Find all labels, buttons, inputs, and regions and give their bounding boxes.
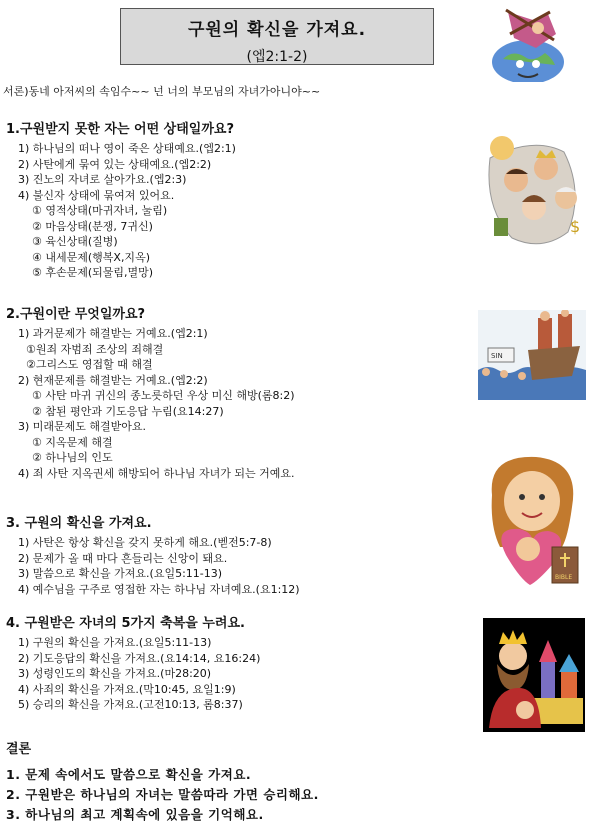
- list-item: 4) 사죄의 확신을 가져요.(막10:45, 요일1:9): [18, 682, 236, 696]
- section-4-heading: 4. 구원받은 자녀의 5가지 축복을 누려요.: [6, 616, 245, 631]
- list-item: 1) 하나님의 떠나 영이 죽은 상태예요.(엡2:1): [18, 142, 236, 155]
- list-subitem: ② 마음상태(분쟁, 7귀신): [32, 219, 153, 233]
- list-item: 2) 사탄에게 묶여 있는 상태예요.(엡2:2): [18, 157, 212, 171]
- list-item: 1) 사탄은 항상 확신을 갖지 못하게 해요.(벧전5:7-8): [18, 536, 272, 549]
- list-subitem: ① 지옥문제 해결: [32, 435, 113, 449]
- list-subitem: ②그리스도 영접할 때 해결: [26, 358, 153, 371]
- intro-text: 서론)동네 아저씨의 속임수~~ 넌 너의 부모님의 자녀가아니야~~: [3, 85, 321, 98]
- girl-heart-bible-illustration: [478, 455, 588, 590]
- list-item: 3) 성령인도의 확신을 가져요.(마28:20): [18, 667, 212, 680]
- list-subitem: ② 참된 평안과 기도응답 누림(요14:27): [32, 404, 224, 418]
- list-item: 1) 구원의 확신을 가져요.(요일5:11-13): [18, 636, 212, 649]
- list-item: 2) 기도응답의 확신을 가져요.(요14:14, 요16:24): [18, 651, 261, 665]
- list-subitem: ③ 육신상태(질병): [32, 235, 118, 248]
- king-castle-illustration: [483, 618, 585, 732]
- people-group-illustration: [482, 128, 584, 246]
- list-item: 4) 죄 사탄 지옥권세 해방되어 하나님 자녀가 되는 거예요.: [18, 466, 295, 480]
- list-item: 5) 승리의 확신을 가져요.(고전10:13, 롬8:37): [18, 698, 243, 711]
- page-title: 구원의 확신을 가져요.: [187, 20, 367, 40]
- book-label: BIBLE: [555, 574, 573, 581]
- list-subitem: ① 영적상태(마귀자녀, 눌림): [32, 204, 168, 217]
- list-item: 3) 진노의 자녀로 살아가요.(엡2:3): [18, 173, 187, 186]
- conclusion-item: 1. 문제 속에서도 말씀으로 확신을 가져요.: [6, 767, 252, 782]
- list-subitem: ①원죄 자범죄 조상의 죄해결: [26, 342, 164, 356]
- conclusion: [6, 738, 319, 825]
- section-4: [6, 612, 260, 713]
- title-box: [120, 8, 434, 65]
- list-subitem: ④ 내세문제(행복X,지옥): [32, 250, 150, 264]
- conclusion-heading: 결론: [6, 742, 32, 757]
- list-item: 4) 불신자 상태에 묶여져 있어요.: [18, 188, 175, 202]
- conclusion-item: 3. 하나님의 최고 계획속에 있음을 기억해요.: [6, 807, 264, 822]
- page-subtitle: (엡2:1-2): [246, 49, 308, 65]
- section-3: [6, 512, 300, 597]
- section-2: [6, 303, 295, 481]
- list-item: 2) 현재문제를 해결받는 거예요.(엡2:2): [18, 373, 208, 387]
- list-subitem: ① 사탄 마귀 귀신의 종노릇하던 우상 미신 해방(롬8:2): [32, 389, 295, 402]
- list-item: 3) 말씀으로 확신을 가져요.(요일5:11-13): [18, 567, 223, 580]
- section-3-heading: 3. 구원의 확신을 가져요.: [6, 516, 152, 531]
- conclusion-item: 2. 구원받은 하나님의 자녀는 말씀따라 가면 승리해요.: [6, 787, 319, 802]
- list-item: 1) 과거문제가 해결받는 거예요.(엡2:1): [18, 327, 208, 340]
- bound-figure-globe-illustration: [478, 4, 573, 82]
- rescue-boat-illustration: [478, 310, 586, 400]
- list-item: 4) 예수님을 구주로 영접한 자는 하나님 자녀예요.(요1:12): [18, 582, 300, 596]
- list-item: 3) 미래문제도 해결받아요.: [18, 420, 147, 433]
- section-2-heading: 2.구원이란 무엇일까요?: [6, 307, 146, 322]
- list-item: 2) 문제가 올 때 마다 흔들리는 신앙이 돼요.: [18, 551, 228, 565]
- list-subitem: ② 하나님의 인도: [32, 451, 113, 464]
- section-1: [6, 118, 236, 281]
- list-subitem: ⑤ 후손문제(되물림,멸망): [32, 266, 154, 279]
- section-1-heading: 1.구원받지 못한 자는 어떤 상태일까요?: [6, 122, 234, 137]
- box-label: SIN: [491, 352, 503, 360]
- svg-text:$: $: [570, 217, 581, 236]
